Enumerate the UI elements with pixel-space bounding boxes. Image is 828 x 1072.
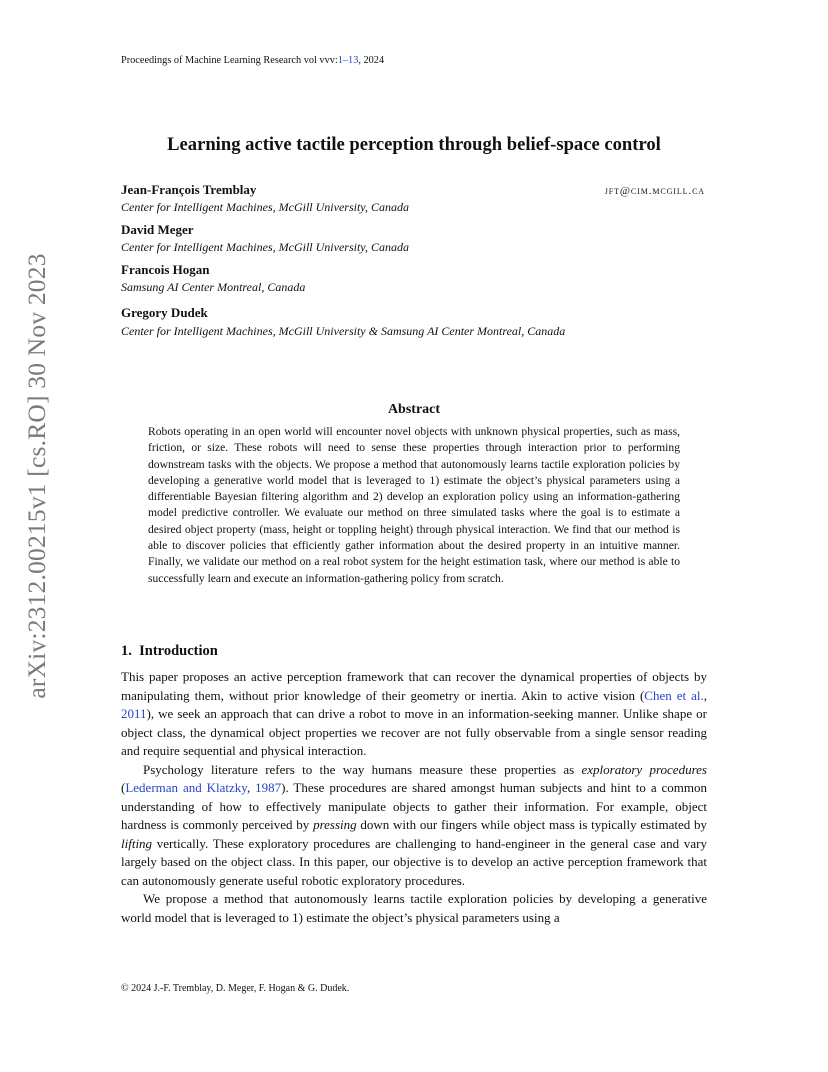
abstract-body: Robots operating in an open world will encounter novel objects with unknown physical properties, such as mass, friction, or size. These robots will need to sense these properties through interaction prior to performing downstream tasks with the objects. We propose a method that autonomously learns tactile exploration policies by developing a generative world model that is leveraged to 1) estimate the object’s physical parameters using a differentiable Bayesian filtering algorithm and 2) develop an exploration policy using an information-gathering model predictive controller. We evaluate our method on three simulated tasks where the goal is to estimate a desired object property (mass, height or toppling height) through physical interaction. We find that our method is able to discover policies that efficiently gather information about the desired property in an intuitive manner. Finally, we validate our method on a real robot system for the height estimation task, where our method is able to successfully learn and execute an information-gathering policy from scratch. (148, 425, 680, 585)
text-run: down with our fingers while object mass is typically estimated by (356, 817, 707, 832)
emphasis: exploratory procedures (581, 761, 707, 777)
abstract-heading: Abstract (387, 402, 441, 417)
citation-link[interactable]: Chen et al. (644, 687, 704, 703)
intro-paragraph: We propose a method that autonomously learns tactile exploration policies by developing a generative world model that is leveraged to 1) estimate the object’s physical parameters using a (121, 891, 707, 925)
text-run: , (246, 780, 256, 795)
text-run: ). These procedures are shared amongst human subjects and hint to a common understanding of how to effectively manipulate objects to gather their information. For example, object hardness is commonly perceived by (121, 780, 707, 832)
arxiv-side-stamp: arXiv:2312.00215v1 [cs.RO] 30 Nov 2023 (22, 253, 51, 699)
text-run: , (703, 687, 707, 703)
text-run: This paper proposes an active perception framework that can recover the dynamical properties of objects by manipulating them, without prior knowledge of their geometry or inertia. Akin to active vision ( (121, 669, 707, 703)
page-range-link[interactable]: 1–13 (337, 55, 359, 66)
citation-year-link[interactable]: 2011 (121, 706, 147, 721)
section-number: 1. (121, 643, 132, 659)
text-run: ( (121, 780, 126, 795)
copyright-footer: © 2024 J.-F. Tremblay, D. Meger, F. Hogan & G. Dudek. (121, 983, 350, 994)
citation-link[interactable]: Lederman and Klatzky (125, 780, 247, 795)
emphasis: lifting (121, 835, 153, 851)
author-name: Gregory Dudek (121, 305, 208, 320)
author-email: jft@cim.mcgill.ca (604, 185, 705, 197)
citation-year-link[interactable]: 1987 (255, 780, 282, 795)
emphasis: pressing (313, 817, 357, 832)
text-run: vertically. These exploratory procedures are challenging to hand-engineer in the general case and vary largely based on the object class. In this paper, our objective is to develop an active perception framework that can autonomously generate useful robotic exploratory procedures. (121, 835, 707, 888)
author-affiliation: Samsung AI Center Montreal, Canada (121, 280, 306, 294)
section-title: Introduction (139, 643, 218, 659)
author-affiliation: Center for Intelligent Machines, McGill University, Canada (121, 240, 409, 254)
text-run: ), we seek an approach that can drive a robot to move in an information-seeking manner. Unlike shape or object class, the dynamical object properties we recover are not fully observable from a single sensor reading and require sequential and physical interaction. (121, 706, 707, 758)
running-head-prefix: Proceedings of Machine Learning Research vol vvv: (121, 55, 338, 66)
running-head (121, 55, 384, 66)
author-name: David Meger (121, 222, 194, 237)
text-run: Psychology literature refers to the way humans measure these properties as (143, 761, 582, 777)
running-head-suffix: , 2024 (358, 55, 385, 66)
author-affiliation: Center for Intelligent Machines, McGill University & Samsung AI Center Montreal, Canada (121, 324, 566, 338)
paper-title: Learning active tactile perception through belief-space control (167, 134, 661, 155)
intro-paragraph (121, 761, 707, 891)
author-name: Jean-François Tremblay (121, 182, 257, 197)
introduction-body (121, 668, 707, 927)
section-heading (121, 643, 218, 660)
author-name: Francois Hogan (121, 262, 210, 277)
intro-paragraph (121, 668, 707, 761)
author-affiliation: Center for Intelligent Machines, McGill University, Canada (121, 200, 409, 214)
